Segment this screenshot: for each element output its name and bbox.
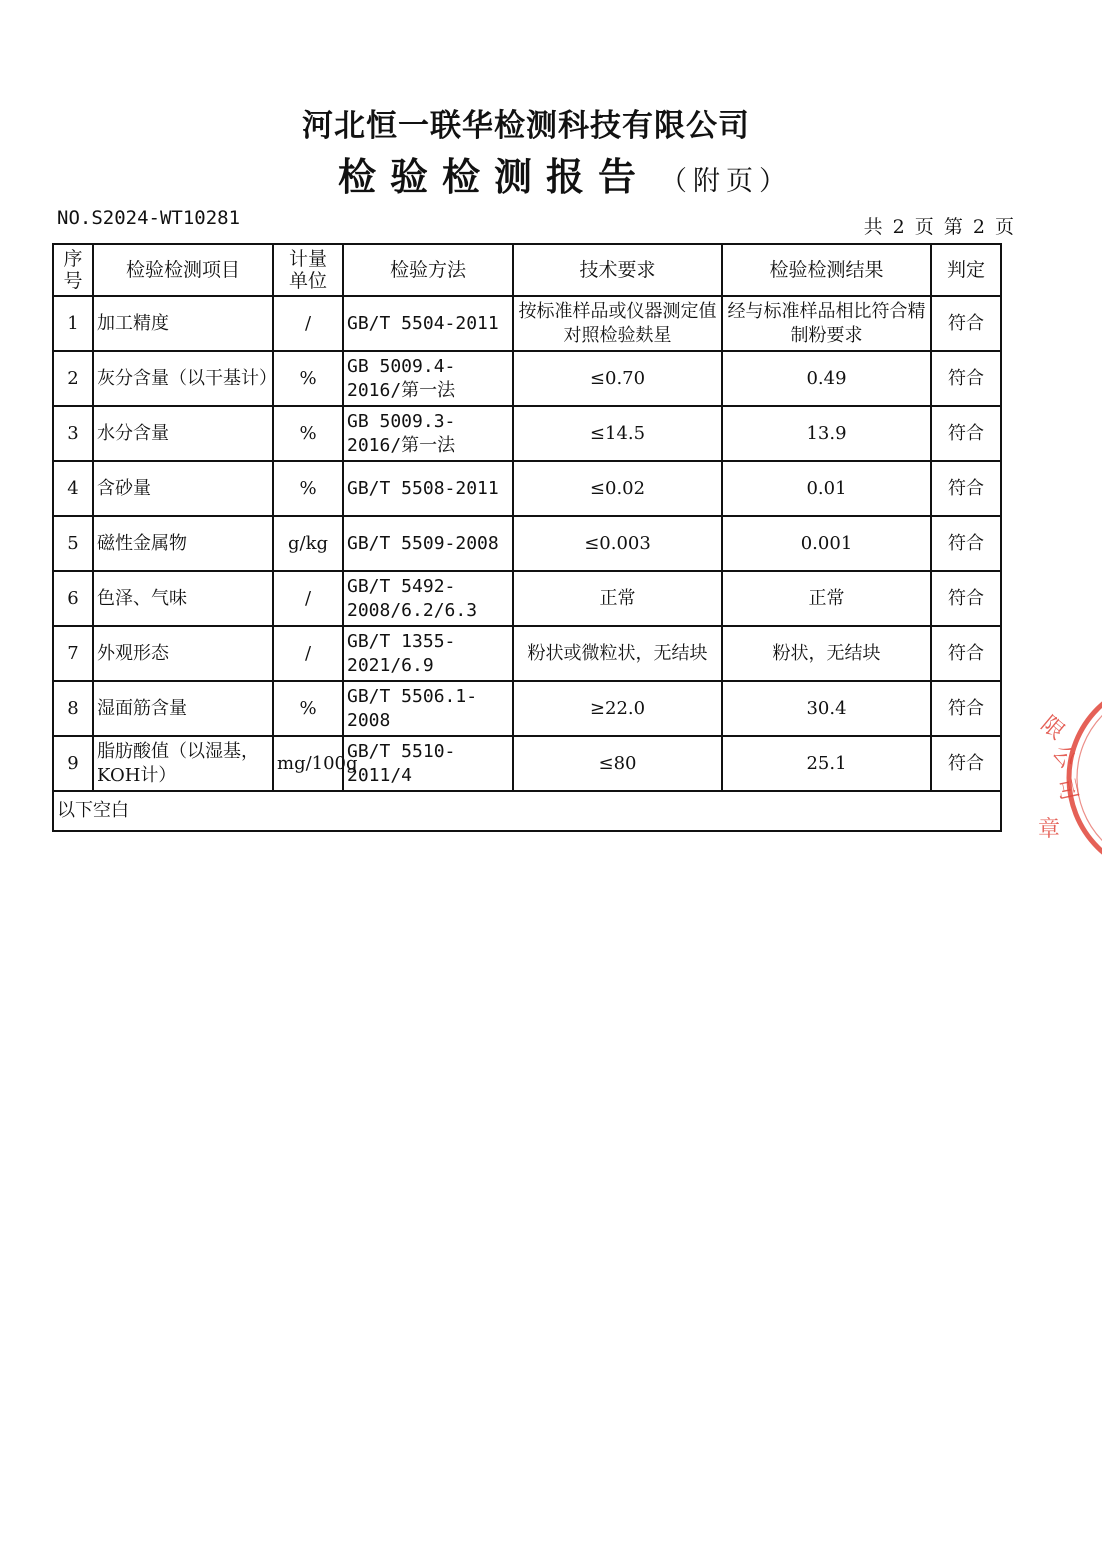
company-seal-stamp (1032, 676, 1102, 881)
col-header-requirement: 技术要求 (513, 244, 722, 296)
col-header-item: 检验检测项目 (93, 244, 273, 296)
svg-text:限: 限 (1035, 711, 1069, 746)
table-row (53, 406, 1001, 461)
table-row (53, 296, 1001, 351)
cell-no: 5 (53, 516, 93, 571)
cell-verdict: 符合 (931, 461, 1001, 516)
cell-method: GB/T 5506.1-2008 (343, 681, 513, 736)
cell-requirement: ≤0.003 (513, 516, 722, 571)
cell-item: 色泽、气味 (93, 571, 273, 626)
table-row (53, 681, 1001, 736)
table-row (53, 571, 1001, 626)
cell-result: 13.9 (722, 406, 931, 461)
cell-unit: g/kg (273, 516, 343, 571)
cell-unit: % (273, 406, 343, 461)
cell-item: 灰分含量（以干基计） (93, 351, 273, 406)
table-row (53, 351, 1001, 406)
cell-method: GB/T 5509-2008 (343, 516, 513, 571)
cell-verdict: 符合 (931, 681, 1001, 736)
cell-result: 30.4 (722, 681, 931, 736)
cell-result: 0.01 (722, 461, 931, 516)
cell-item: 加工精度 (93, 296, 273, 351)
svg-text:公: 公 (1047, 741, 1081, 774)
cell-unit: mg/100g (273, 736, 343, 791)
svg-text:章: 章 (1038, 817, 1061, 842)
report-title: 检验检测报告 (337, 155, 650, 199)
table-row (53, 516, 1001, 571)
cell-result: 0.49 (722, 351, 931, 406)
col-header-unit: 计量单位 (273, 244, 343, 296)
cell-no: 9 (53, 736, 93, 791)
cell-item: 含砂量 (93, 461, 273, 516)
cell-requirement: ≥22.0 (513, 681, 722, 736)
col-header-result: 检验检测结果 (722, 244, 931, 296)
cell-method: GB/T 5492-2008/6.2/6.3 (343, 571, 513, 626)
cell-unit: % (273, 681, 343, 736)
cell-unit: / (273, 626, 343, 681)
cell-item: 外观形态 (93, 626, 273, 681)
cell-requirement: ≤80 (513, 736, 722, 791)
cell-no: 1 (53, 296, 93, 351)
col-header-method: 检验方法 (343, 244, 513, 296)
svg-text:司: 司 (1052, 776, 1082, 803)
table-row (53, 736, 1001, 791)
cell-item: 湿面筋含量 (93, 681, 273, 736)
cell-method: GB 5009.4-2016/第一法 (343, 351, 513, 406)
blank-note: 以下空白 (53, 791, 1001, 831)
cell-result: 0.001 (722, 516, 931, 571)
blank-row (53, 791, 1001, 831)
cell-result: 粉状，无结块 (722, 626, 931, 681)
cell-method: GB/T 5504-2011 (343, 296, 513, 351)
cell-item: 磁性金属物 (93, 516, 273, 571)
table-header-row (53, 244, 1001, 296)
cell-no: 7 (53, 626, 93, 681)
cell-verdict: 符合 (931, 351, 1001, 406)
cell-verdict: 符合 (931, 516, 1001, 571)
cell-no: 6 (53, 571, 93, 626)
cell-result: 25.1 (722, 736, 931, 791)
cell-verdict: 符合 (931, 736, 1001, 791)
cell-verdict: 符合 (931, 296, 1001, 351)
cell-item: 脂肪酸值（以湿基，KOH计） (93, 736, 273, 791)
cell-requirement: 正常 (513, 571, 722, 626)
cell-result: 经与标准样品相比符合精制粉要求 (722, 296, 931, 351)
cell-method: GB/T 5508-2011 (343, 461, 513, 516)
cell-method: GB/T 5510-2011/4 (343, 736, 513, 791)
table-row (53, 626, 1001, 681)
cell-verdict: 符合 (931, 626, 1001, 681)
company-name: 河北恒一联华检测科技有限公司 (302, 108, 750, 144)
col-header-verdict: 判定 (931, 244, 1001, 296)
cell-method: GB 5009.3-2016/第一法 (343, 406, 513, 461)
report-number: NO.S2024-WT10281 (57, 207, 241, 229)
report-subtitle: （附页） (660, 166, 792, 197)
cell-unit: / (273, 571, 343, 626)
cell-method: GB/T 1355-2021/6.9 (343, 626, 513, 681)
cell-requirement: ≤14.5 (513, 406, 722, 461)
cell-verdict: 符合 (931, 571, 1001, 626)
cell-requirement: ≤0.70 (513, 351, 722, 406)
cell-unit: % (273, 351, 343, 406)
cell-no: 4 (53, 461, 93, 516)
cell-item: 水分含量 (93, 406, 273, 461)
table-row (53, 461, 1001, 516)
results-table (52, 243, 1002, 832)
cell-no: 2 (53, 351, 93, 406)
cell-unit: / (273, 296, 343, 351)
cell-requirement: ≤0.02 (513, 461, 722, 516)
cell-requirement: 粉状或微粒状，无结块 (513, 626, 722, 681)
cell-verdict: 符合 (931, 406, 1001, 461)
col-header-no: 序号 (53, 244, 93, 296)
title-row (0, 146, 1102, 201)
page-info: 共 2 页 第 2 页 (863, 216, 1016, 238)
cell-requirement: 按标准样品或仪器测定值对照检验麸星 (513, 296, 722, 351)
cell-no: 3 (53, 406, 93, 461)
cell-result: 正常 (722, 571, 931, 626)
cell-unit: % (273, 461, 343, 516)
cell-no: 8 (53, 681, 93, 736)
